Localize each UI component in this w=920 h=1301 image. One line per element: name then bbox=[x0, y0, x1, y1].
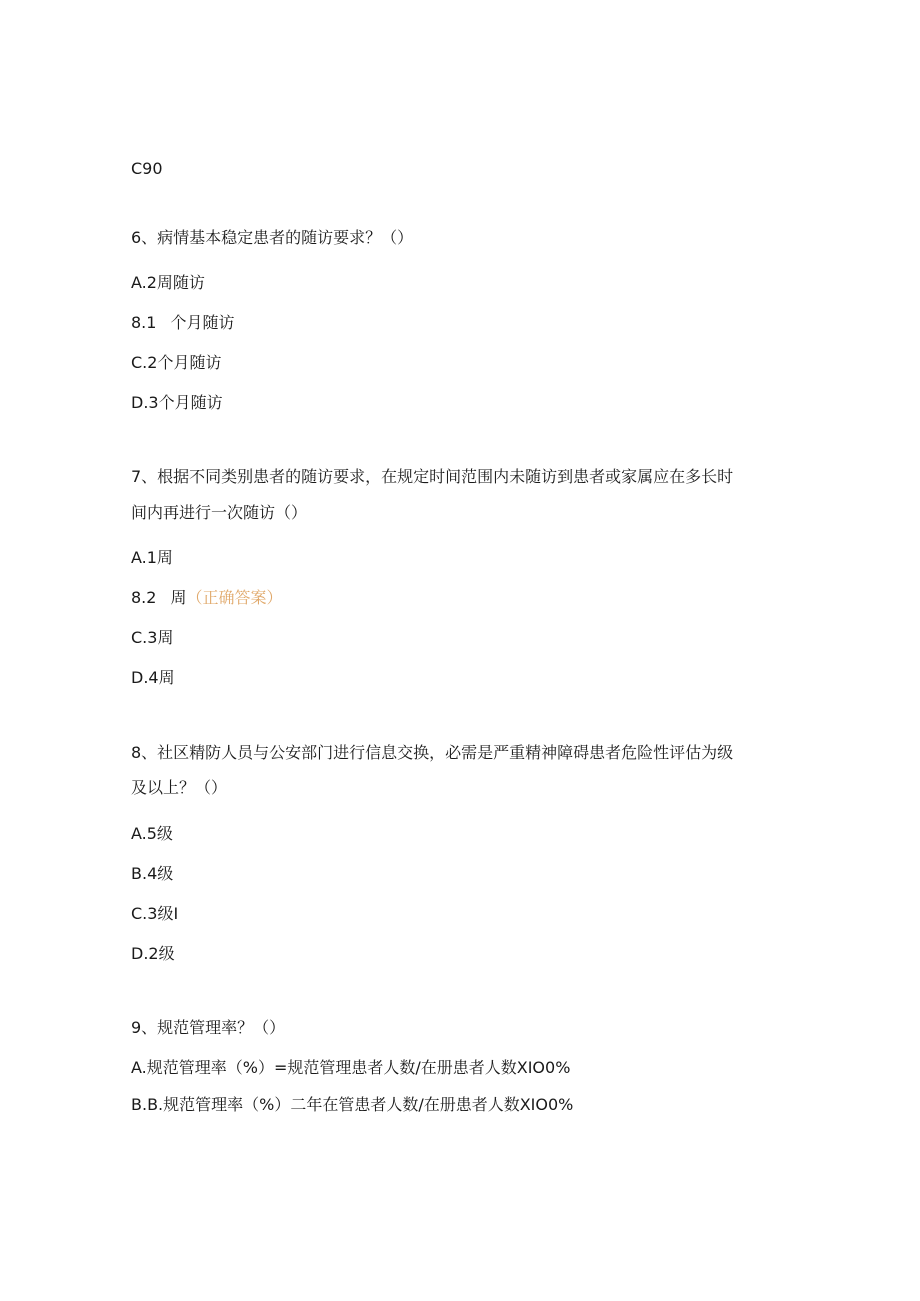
question-6-option-b-text: 个月随访 bbox=[170, 313, 235, 332]
question-8-stem-line-2: 及以上？（） bbox=[131, 778, 228, 797]
question-9-option-b: B.B.规范管理率（%）二年在管患者人数/在册患者人数XIO0% bbox=[131, 1095, 574, 1114]
question-6-option-b bbox=[131, 313, 234, 333]
question-6-option-c: C.2个月随访 bbox=[131, 353, 222, 372]
question-6-option-a: A.2周随访 bbox=[131, 273, 205, 292]
question-6-option-d: D.3个月随访 bbox=[131, 393, 223, 412]
question-7-stem-line-1: 7、根据不同类别患者的随访要求，在规定时间范围内未随访到患者或家属应在多长时 bbox=[131, 467, 734, 486]
question-6-stem: 6、病情基本稳定患者的随访要求？（） bbox=[131, 228, 414, 247]
question-7-option-c: C.3周 bbox=[131, 628, 174, 647]
question-7-option-b-text: 周 bbox=[170, 588, 187, 607]
question-7-option-b bbox=[131, 588, 282, 608]
question-7-option-d: D.4周 bbox=[131, 668, 175, 687]
question-7-option-b-number: 8.2 bbox=[131, 588, 157, 607]
question-7-stem-line-2: 间内再进行一次随访（） bbox=[131, 503, 308, 522]
question-8-option-c: C.3级I bbox=[131, 904, 179, 923]
top-fragment: C90 bbox=[131, 159, 163, 178]
question-6-option-b-number: 8.1 bbox=[131, 313, 157, 332]
question-8-option-b: B.4级 bbox=[131, 864, 174, 883]
question-8-option-a: A.5级 bbox=[131, 824, 173, 843]
question-8-stem-line-1: 8、社区精防人员与公安部门进行信息交换，必需是严重精神障碍患者危险性评估为级 bbox=[131, 743, 734, 762]
question-9-stem: 9、规范管理率？（） bbox=[131, 1018, 286, 1037]
question-8-option-d: D.2级 bbox=[131, 944, 175, 963]
question-9-option-a: A.规范管理率（%）=规范管理患者人数/在册患者人数XIO0% bbox=[131, 1058, 571, 1077]
correct-answer-mark: （正确答案） bbox=[186, 588, 283, 607]
question-7-option-a: A.1周 bbox=[131, 548, 173, 567]
